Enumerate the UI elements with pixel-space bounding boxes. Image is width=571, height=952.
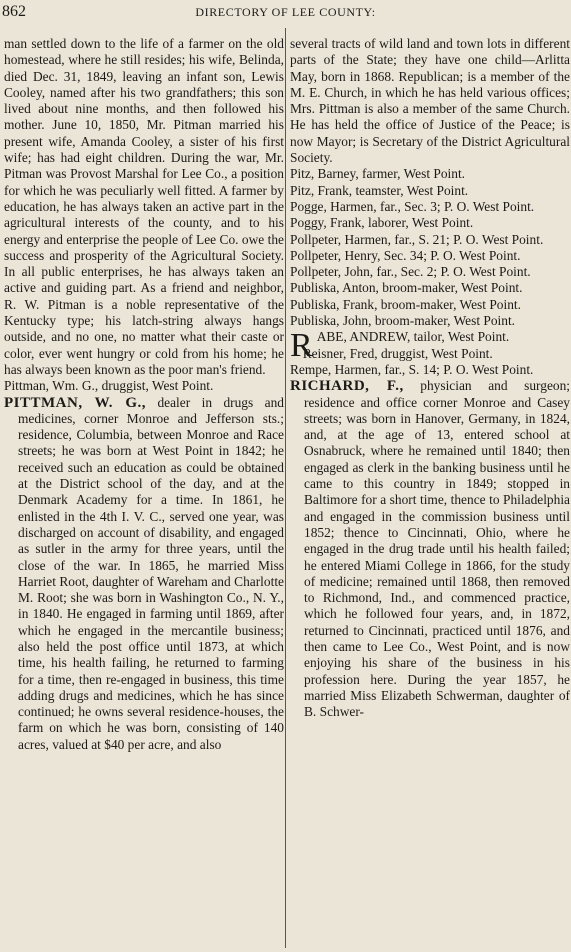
directory-entry	[290, 313, 570, 329]
entry-text: Poggy, Frank, laborer, West Point.	[290, 215, 474, 231]
directory-entry	[4, 36, 284, 378]
directory-entry	[290, 183, 570, 199]
directory-entry	[290, 166, 570, 182]
drop-cap-letter: R	[290, 327, 313, 365]
directory-entry	[4, 395, 284, 754]
directory-entry	[290, 199, 570, 215]
entry-name-heading: PITTMAN, W. G.,	[4, 394, 147, 411]
entry-text: dealer in drugs and medicines, corner Monroe and Jefferson sts.; residence, Columbia, between Monroe and Race streets; he was born at West Point in 1842; he received such an education as could be obtained at the District school of the day, and at the Denmark Academy for a time. In 1861, he enlisted in the 4th I. V. C., served one year, was discharged on account of disability, and engaged as sutler in the army for three years, until the close of the war. In 1865, he married Miss Harriet Root, daughter of Wareham and Charlotte M. Root; she was born in Washington Co., N. Y., in 1840. He engaged in farming until 1869, after which he engaged in the mercantile business; also held the post office until 1873, at which time, his health failing, he returned to farming for a time, then re-engaged in business, this time adding drugs and medicines, which he has since continued; he owns several residence-houses, the farm on which he was born, consisting of 140 acres, valued at $40 per acre, and also	[18, 394, 284, 752]
entry-text: Reisner, Fred, druggist, West Point.	[302, 345, 493, 361]
entry-text: Pollpeter, Henry, Sec. 34; P. O. West Point.	[290, 247, 521, 263]
entry-text: several tracts of wild land and town lots in different parts of the State; they have one child—Arlitta May, born in 1868. Republican; is a member of the M. E. Church, in which he has held various offices; Mrs. Pittman is also a member of the same Church. He has held the office of Justice of the Peace; is now Mayor; is Secretary of the District Agricultural Society.	[290, 36, 570, 166]
directory-entry	[290, 297, 570, 313]
directory-entry	[290, 362, 570, 378]
directory-entry	[290, 36, 570, 166]
entry-text: Pollpeter, Harmen, far., S. 21; P. O. West Point.	[290, 231, 544, 247]
column-divider	[285, 28, 286, 948]
entry-text: Rempe, Harmen, far., S. 14; P. O. West Point.	[290, 361, 534, 377]
entry-text: Pollpeter, John, far., Sec. 2; P. O. West Point.	[290, 264, 531, 280]
directory-entry	[290, 232, 570, 248]
left-column	[4, 36, 284, 753]
page-number: 862	[2, 3, 26, 20]
entry-text: Pitz, Frank, teamster, West Point.	[290, 182, 469, 198]
directory-entry	[290, 378, 570, 720]
directory-entry	[290, 215, 570, 231]
entry-text: Pitz, Barney, farmer, West Point.	[290, 166, 466, 182]
directory-entry	[290, 346, 570, 362]
directory-entry	[290, 280, 570, 296]
entry-text: Pittman, Wm. G., druggist, West Point.	[4, 378, 214, 394]
entry-text: physician and surgeon; residence and office corner Monroe and Casey streets; was born in Hanover, Germany, in 1824, and, at the age of 13, entered school at Osnabruck, where he remained until 1840; then engaged as clerk in the banking business until he came to this country in 1849; stopped in Baltimore for a short time, thence to Philadelphia and engaged in the commission business until 1852; thence to Cincinnati, Ohio, where he engaged in the drug trade until his health failed; he entered Miami College in 1866, for the study of medicine; remained until 1868, then removed to Richmond, Ind., and commenced practice, which he followed four years, and, in 1872, returned to Cincinnati, practiced until 1876, and then came to Lee Co., West Point, and is now enjoying his share of the business in his profession here. During the year 1857, he married Miss Elizabeth Schwerman, daughter of B. Schwer-	[304, 378, 570, 720]
directory-entry	[290, 248, 570, 264]
running-head: DIRECTORY OF LEE COUNTY:	[195, 5, 376, 19]
entry-text: Publiska, John, broom-maker, West Point.	[290, 313, 516, 329]
entry-text: ABE, ANDREW, tailor, West Point.	[316, 329, 510, 345]
entry-name-heading: RICHARD, F.,	[290, 378, 404, 395]
entry-text: Publiska, Frank, broom-maker, West Point.	[290, 296, 521, 312]
entry-text: man settled down to the life of a farmer on the old homestead, where he still resides; his wife, Belinda, died Dec. 31, 1849, leaving an infant son, Lewis Cooley, named after his two grandfathers; this son lived about nine months, and then followed his mother. June 10, 1850, Mr. Pitman married his present wife, Amanda Cooley, a sister of his first wife; has had eight children. During the war, Mr. Pitman was Provost Marshal for Lee Co., a position for which he was peculiarly well fitted. A farmer by education, he has always taken an active part in the agricultural interests of the county, and to his energy and enterprise the people of Lee Co. owe the success and prosperity of the Agricultural Society. In all public enterprises, he has always taken an active and guiding part. As a friend and neighbor, R. W. Pitman is a noble representative of the Kentucky type; his latch-string always hangs outside, and no one, no matter what their caste or color, ever went hungry or cold from his home; he has always been known as the poor man's friend.	[4, 36, 284, 377]
directory-entry	[290, 264, 570, 280]
directory-entry	[4, 378, 284, 394]
right-column	[290, 36, 570, 720]
entry-text: Pogge, Harmen, far., Sec. 3; P. O. West Point.	[290, 198, 535, 214]
entry-text: Publiska, Anton, broom-maker, West Point.	[290, 280, 523, 296]
page-header	[0, 0, 571, 22]
